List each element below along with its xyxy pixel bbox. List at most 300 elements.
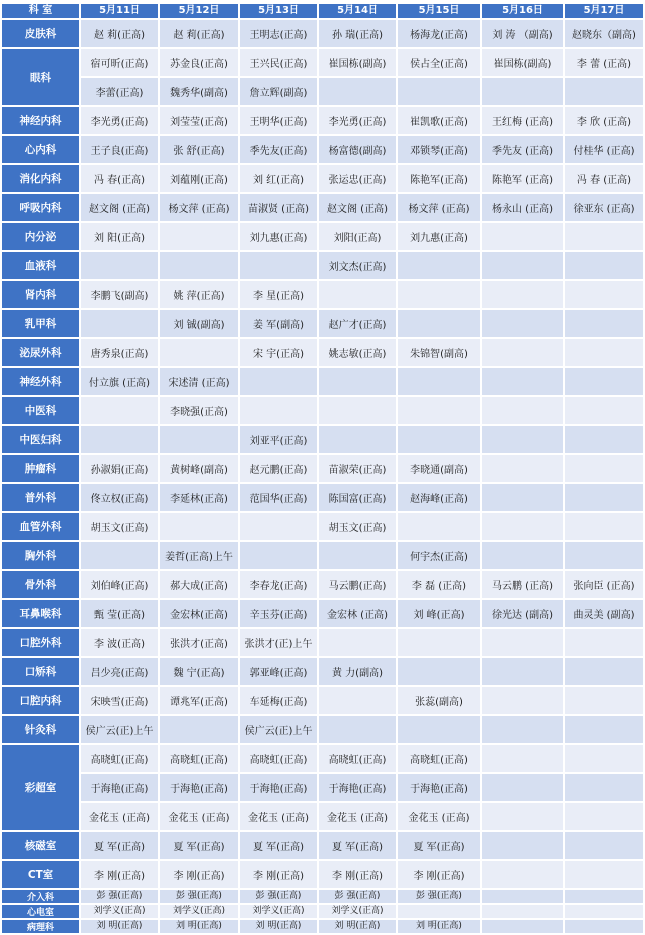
schedule-cell [565,745,643,772]
department-name: 内分泌 [2,223,79,250]
schedule-cell: 赵文阁 (正高) [81,194,158,221]
department-name: 肾内科 [2,281,79,308]
schedule-cell [319,687,396,714]
schedule-cell [398,78,480,105]
schedule-cell [398,658,480,685]
header-date: 5月11日 [81,4,158,18]
schedule-cell: 詹立辉(副高) [240,78,317,105]
schedule-cell: 金花玉 (正高) [81,803,158,830]
schedule-cell [565,832,643,859]
schedule-cell: 杨永山 (正高) [482,194,563,221]
schedule-cell: 崔凯歌(正高) [398,107,480,134]
header-department: 科 室 [2,4,79,18]
schedule-cell [482,774,563,801]
schedule-cell: 张洪才(正高) [160,629,238,656]
schedule-cell [482,629,563,656]
schedule-cell: 孙淑娟(正高) [81,455,158,482]
schedule-cell: 辛玉芬(正高) [240,600,317,627]
schedule-cell [482,890,563,903]
schedule-cell [319,281,396,308]
schedule-cell: 赵文阁 (正高) [319,194,396,221]
schedule-cell [482,716,563,743]
department-name: 病理科 [2,920,79,933]
table-row [2,890,643,903]
table-row [2,542,643,569]
schedule-cell [240,542,317,569]
schedule-cell: 夏 军(正高) [319,832,396,859]
schedule-cell: 宿可昕(正高) [81,49,158,76]
table-row [2,281,643,308]
table-row [2,600,643,627]
schedule-cell: 金花玉 (正高) [398,803,480,830]
schedule-cell [398,281,480,308]
schedule-cell: 马云鹏 (正高) [482,571,563,598]
schedule-cell [319,542,396,569]
table-row [2,426,643,453]
schedule-cell [482,832,563,859]
schedule-cell: 崔国栋(副高) [319,49,396,76]
schedule-cell [482,745,563,772]
schedule-cell: 于海艳(正高) [240,774,317,801]
schedule-cell: 刘 明(正高) [160,920,238,933]
schedule-cell [398,513,480,540]
table-row [2,687,643,714]
schedule-cell: 金花玉 (正高) [240,803,317,830]
table-row [2,629,643,656]
schedule-cell [482,281,563,308]
schedule-cell: 刘学义(正高) [319,905,396,918]
department-name: 血管外科 [2,513,79,540]
schedule-cell: 何宇杰(正高) [398,542,480,569]
schedule-cell [398,716,480,743]
schedule-cell: 夏 军(正高) [398,832,480,859]
schedule-cell: 刘 明(正高) [398,920,480,933]
schedule-cell [565,890,643,903]
department-name: 呼吸内科 [2,194,79,221]
schedule-cell: 刘 峰(正高) [398,600,480,627]
schedule-cell [565,716,643,743]
table-row [2,571,643,598]
schedule-cell: 杨富德(副高) [319,136,396,163]
schedule-cell: 马云鹏(正高) [319,571,396,598]
schedule-cell: 高晓虹(正高) [319,745,396,772]
schedule-cell [160,223,238,250]
schedule-cell: 陈国富(正高) [319,484,396,511]
schedule-cell: 苏金良(正高) [160,49,238,76]
table-row [2,310,643,337]
schedule-cell [482,310,563,337]
table-row [2,774,643,801]
schedule-cell [160,513,238,540]
table-row [2,905,643,918]
schedule-cell: 王明华(正高) [240,107,317,134]
schedule-cell [565,455,643,482]
schedule-page [0,2,645,935]
schedule-cell: 苗淑贤 (正高) [240,194,317,221]
table-row [2,107,643,134]
schedule-cell [565,803,643,830]
header-date: 5月17日 [565,4,643,18]
schedule-cell: 刘蕴刚(正高) [160,165,238,192]
table-row [2,484,643,511]
schedule-cell: 夏 军(正高) [160,832,238,859]
schedule-cell: 姜哲(正高)上午 [160,542,238,569]
schedule-cell [565,905,643,918]
schedule-cell [565,629,643,656]
schedule-cell [565,687,643,714]
schedule-cell [81,426,158,453]
table-row [2,49,643,76]
department-name: 眼科 [2,49,79,105]
schedule-cell [565,310,643,337]
schedule-cell: 王红梅 (正高) [482,107,563,134]
schedule-cell: 高晓虹(正高) [160,745,238,772]
schedule-cell: 王兴民(正高) [240,49,317,76]
table-row [2,368,643,395]
schedule-cell: 彭 强(正高) [398,890,480,903]
schedule-cell [565,397,643,424]
schedule-cell [319,397,396,424]
department-name: CT室 [2,861,79,888]
schedule-cell: 彭 强(正高) [160,890,238,903]
header-date: 5月13日 [240,4,317,18]
schedule-cell: 邓锁琴(正高) [398,136,480,163]
table-row [2,136,643,163]
schedule-cell [81,397,158,424]
schedule-cell: 王明志(正高) [240,20,317,47]
schedule-cell: 冯 春 (正高) [565,165,643,192]
schedule-cell [81,542,158,569]
schedule-cell [565,78,643,105]
schedule-cell: 黄树峰(副高) [160,455,238,482]
table-row [2,223,643,250]
schedule-cell: 李 刚(正高) [240,861,317,888]
schedule-cell: 高晓虹(正高) [398,745,480,772]
schedule-cell: 李 刚(正高) [319,861,396,888]
table-row [2,339,643,366]
schedule-cell [482,658,563,685]
schedule-cell: 金花玉 (正高) [160,803,238,830]
schedule-cell [565,774,643,801]
schedule-cell [482,339,563,366]
department-name: 神经内科 [2,107,79,134]
department-name: 胸外科 [2,542,79,569]
schedule-cell: 张 舒(正高) [160,136,238,163]
department-name: 骨外科 [2,571,79,598]
department-name: 口矫科 [2,658,79,685]
schedule-cell: 张运忠(正高) [319,165,396,192]
schedule-cell: 于海艳(正高) [398,774,480,801]
schedule-cell [565,861,643,888]
table-row [2,803,643,830]
schedule-cell [482,513,563,540]
schedule-cell: 郝大成(正高) [160,571,238,598]
schedule-cell: 李 欣 (正高) [565,107,643,134]
department-name: 中医妇科 [2,426,79,453]
department-name: 口腔外科 [2,629,79,656]
department-name: 彩超室 [2,745,79,830]
schedule-cell: 金宏林(正高) [160,600,238,627]
header-date: 5月16日 [482,4,563,18]
schedule-cell: 李 刚(正高) [160,861,238,888]
department-name: 神经外科 [2,368,79,395]
schedule-cell: 车延梅(正高) [240,687,317,714]
schedule-cell [482,905,563,918]
schedule-cell: 付立旗 (正高) [81,368,158,395]
schedule-cell: 唐秀泉(正高) [81,339,158,366]
department-name: 皮肤科 [2,20,79,47]
schedule-cell [482,484,563,511]
schedule-cell [482,223,563,250]
schedule-cell: 徐光达 (副高) [482,600,563,627]
department-name: 耳鼻喉科 [2,600,79,627]
schedule-cell [398,397,480,424]
department-name: 心内科 [2,136,79,163]
schedule-cell [565,252,643,279]
schedule-cell: 范国华(正高) [240,484,317,511]
schedule-cell: 李 刚(正高) [398,861,480,888]
department-name: 心电室 [2,905,79,918]
schedule-cell: 金花玉 (正高) [319,803,396,830]
schedule-cell [482,455,563,482]
schedule-cell [565,281,643,308]
schedule-cell [482,368,563,395]
schedule-cell: 于海艳(正高) [81,774,158,801]
schedule-cell: 魏 宁(正高) [160,658,238,685]
table-row [2,861,643,888]
schedule-cell: 赵 莉(正高) [160,20,238,47]
table-row [2,455,643,482]
schedule-cell: 赵晓东（副高) [565,20,643,47]
table-row [2,165,643,192]
schedule-cell [482,426,563,453]
schedule-cell: 李 磊 (正高) [398,571,480,598]
department-name: 乳甲科 [2,310,79,337]
schedule-cell [565,484,643,511]
header-date: 5月15日 [398,4,480,18]
schedule-cell: 佟立权(正高) [81,484,158,511]
schedule-cell: 刘莹莹(正高) [160,107,238,134]
schedule-cell [240,252,317,279]
schedule-cell [240,397,317,424]
schedule-cell: 李 刚(正高) [81,861,158,888]
department-name: 消化内科 [2,165,79,192]
schedule-cell: 胡玉文(正高) [81,513,158,540]
schedule-cell: 苗淑荣(正高) [319,455,396,482]
schedule-cell [160,339,238,366]
schedule-cell: 赵元鹏(正高) [240,455,317,482]
schedule-cell: 李延林(正高) [160,484,238,511]
schedule-cell: 宋述清 (正高) [160,368,238,395]
header-row [2,4,643,18]
schedule-cell: 刘 红(正高) [240,165,317,192]
table-row [2,716,643,743]
schedule-cell: 甄 莹(正高) [81,600,158,627]
schedule-cell: 刘学义(正高) [240,905,317,918]
schedule-cell: 黄 力(副高) [319,658,396,685]
schedule-cell [398,629,480,656]
schedule-cell: 姜 军(副高) [240,310,317,337]
department-name: 血液科 [2,252,79,279]
schedule-cell: 于海艳(正高) [160,774,238,801]
schedule-cell: 张洪才(正)上午 [240,629,317,656]
schedule-cell: 徐亚东 (正高) [565,194,643,221]
schedule-cell: 彭 强(正高) [240,890,317,903]
table-row [2,78,643,105]
schedule-cell [160,252,238,279]
schedule-cell: 李光勇(正高) [319,107,396,134]
schedule-cell: 彭 强(正高) [81,890,158,903]
schedule-cell: 侯广云(正)上午 [81,716,158,743]
schedule-cell: 刘 铖(副高) [160,310,238,337]
schedule-cell: 王子良(正高) [81,136,158,163]
schedule-cell: 高晓虹(正高) [240,745,317,772]
header-date: 5月12日 [160,4,238,18]
department-name: 中医科 [2,397,79,424]
schedule-cell: 李鹏飞(副高) [81,281,158,308]
schedule-cell: 李 波(正高) [81,629,158,656]
department-name: 针灸科 [2,716,79,743]
schedule-cell [319,629,396,656]
schedule-cell: 姚 萍(正高) [160,281,238,308]
schedule-cell: 刘 阳(正高) [81,223,158,250]
schedule-cell [240,368,317,395]
department-name: 口腔内科 [2,687,79,714]
schedule-cell: 夏 军(正高) [81,832,158,859]
expert-schedule-table [0,2,645,935]
schedule-cell [482,861,563,888]
schedule-cell: 宋映雪(正高) [81,687,158,714]
schedule-cell [482,397,563,424]
schedule-cell: 李蕾(正高) [81,78,158,105]
schedule-cell: 刘 涛 （副高) [482,20,563,47]
schedule-cell: 李 蕾 (正高) [565,49,643,76]
schedule-cell: 胡玉文(正高) [319,513,396,540]
schedule-cell [565,658,643,685]
schedule-cell: 李光勇(正高) [81,107,158,134]
schedule-cell: 高晓虹(正高) [81,745,158,772]
schedule-cell: 李晓强(正高) [160,397,238,424]
schedule-cell [240,513,317,540]
schedule-cell: 陈艳军 (正高) [482,165,563,192]
schedule-cell [398,368,480,395]
schedule-cell: 杨文萍 (正高) [160,194,238,221]
schedule-cell [565,542,643,569]
schedule-cell [81,252,158,279]
department-name: 介入科 [2,890,79,903]
schedule-cell: 付桂华 (正高) [565,136,643,163]
schedule-cell: 刘 明(正高) [81,920,158,933]
schedule-cell: 刘阳(正高) [319,223,396,250]
schedule-cell: 于海艳(正高) [319,774,396,801]
schedule-cell [160,426,238,453]
schedule-cell [160,716,238,743]
schedule-cell [565,513,643,540]
schedule-cell: 侯广云(正)上午 [240,716,317,743]
schedule-cell: 刘 明(正高) [240,920,317,933]
schedule-cell: 刘学义(正高) [160,905,238,918]
table-row [2,745,643,772]
table-row [2,194,643,221]
schedule-cell: 郭亚峰(正高) [240,658,317,685]
schedule-cell: 夏 军(正高) [240,832,317,859]
department-name: 泌尿外科 [2,339,79,366]
table-row [2,252,643,279]
schedule-cell [81,310,158,337]
schedule-cell: 崔国栋(副高) [482,49,563,76]
schedule-cell [565,339,643,366]
table-row [2,397,643,424]
department-name: 肿瘤科 [2,455,79,482]
schedule-cell [482,687,563,714]
schedule-body [2,20,643,933]
schedule-cell: 金宏林 (正高) [319,600,396,627]
schedule-cell: 杨文萍 (正高) [398,194,480,221]
schedule-cell: 李 星(正高) [240,281,317,308]
schedule-cell: 张向臣 (正高) [565,571,643,598]
schedule-cell: 曲灵美 (副高) [565,600,643,627]
schedule-cell: 赵 莉(正高) [81,20,158,47]
table-row [2,513,643,540]
schedule-cell [482,803,563,830]
schedule-cell [398,905,480,918]
schedule-cell: 季先友 (正高) [482,136,563,163]
schedule-cell: 谭兆军(正高) [160,687,238,714]
schedule-cell: 杨海龙(正高) [398,20,480,47]
schedule-cell: 冯 春(正高) [81,165,158,192]
schedule-cell [319,716,396,743]
schedule-cell: 赵广才(正高) [319,310,396,337]
schedule-cell [482,542,563,569]
schedule-cell [565,368,643,395]
schedule-cell: 孙 瑞(正高) [319,20,396,47]
schedule-cell [319,78,396,105]
schedule-cell [482,252,563,279]
schedule-cell [319,426,396,453]
schedule-cell: 陈艳军(正高) [398,165,480,192]
schedule-cell [482,78,563,105]
schedule-cell: 朱锦智(副高) [398,339,480,366]
department-name: 核磁室 [2,832,79,859]
schedule-cell: 刘学义(正高) [81,905,158,918]
schedule-cell: 吕少亮(正高) [81,658,158,685]
schedule-cell [398,252,480,279]
schedule-cell: 侯占全(正高) [398,49,480,76]
schedule-cell: 李春龙(正高) [240,571,317,598]
schedule-cell: 刘九惠(正高) [240,223,317,250]
table-row [2,20,643,47]
schedule-cell: 姚志敏(正高) [319,339,396,366]
header-date: 5月14日 [319,4,396,18]
schedule-cell [565,426,643,453]
schedule-cell: 赵海峰(正高) [398,484,480,511]
schedule-cell: 彭 强(正高) [319,890,396,903]
schedule-cell: 刘九惠(正高) [398,223,480,250]
department-name: 普外科 [2,484,79,511]
schedule-cell: 季先友(正高) [240,136,317,163]
schedule-cell [565,223,643,250]
schedule-cell: 宋 宇(正高) [240,339,317,366]
schedule-cell: 张蕊(副高) [398,687,480,714]
schedule-cell [319,368,396,395]
schedule-cell [398,310,480,337]
schedule-cell: 魏秀华(副高) [160,78,238,105]
schedule-cell [398,426,480,453]
schedule-cell: 刘伯峰(正高) [81,571,158,598]
schedule-cell: 刘亚平(正高) [240,426,317,453]
schedule-cell: 李晓通(副高) [398,455,480,482]
schedule-cell: 刘文杰(正高) [319,252,396,279]
